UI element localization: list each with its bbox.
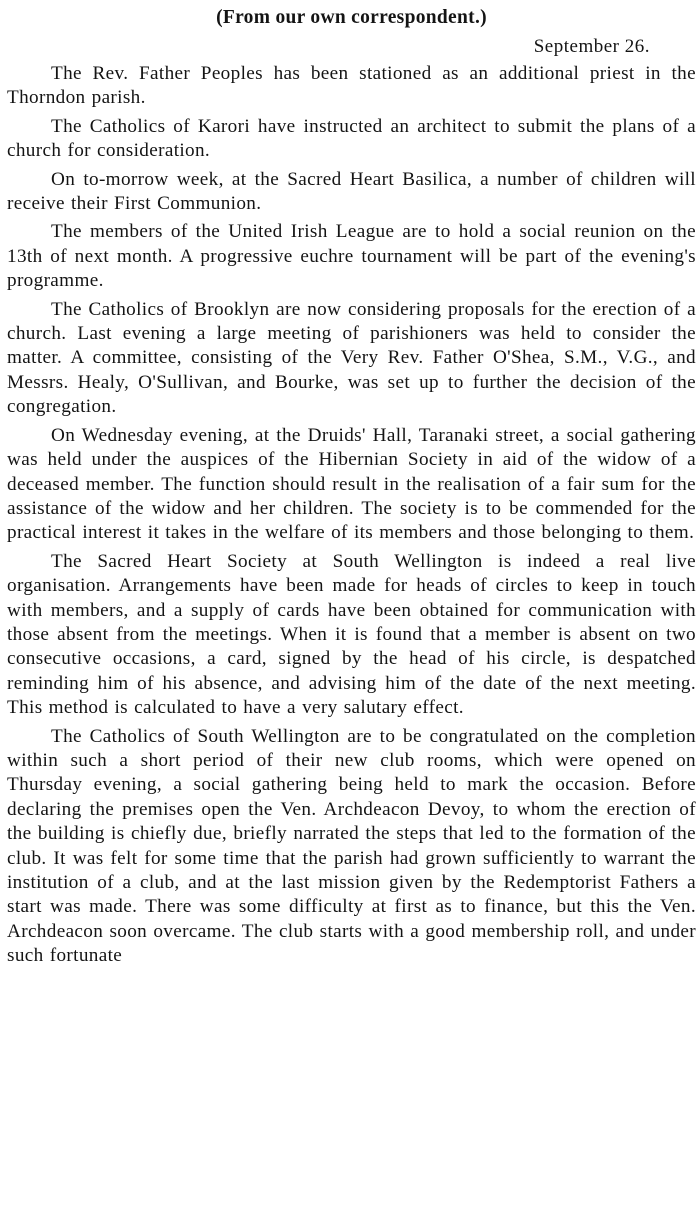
paragraph-sacred-heart-society: The Sacred Heart Society at South Wellington is indeed a real live organisation. Arrangements have been made for heads of circles to keep in touch with members, and a supply of cards have been obtained for communication with those absent from the meetings. When it is found that a member is absent on two consecutive occasions, a card, signed by the head of his circle, is despatched reminding him of his absence, and advising him of the date of the next meeting. This method is calculated to have a very salutary effect. — [7, 550, 696, 719]
dateline: September 26. — [533, 36, 650, 57]
paragraph-club-rooms: The Catholics of South Wellington are to be congratulated on the completion within such a short period of their new club rooms, which were opened on Thursday evening, a social gathering being held to mark the occasion. Before declaring the premises open the Ven. Archdeacon Devoy, to whom the erection of the building is chiefly due, briefly narrated the steps that led to the formation of the club. It was felt for some time that the parish had grown sufficiently to warrant the institution of a club, and at the last mission given by the Redemptorist Fathers a start was made. There was some difficulty at first as to finance, but this the Ven. Archdeacon soon overcame. The club starts with a good membership roll, and under such fortunate — [7, 725, 696, 967]
paragraph-father-peoples: The Rev. Father Peoples has been stationed as an additional priest in the Thorndon parish. — [7, 63, 696, 109]
paragraph-irish-league: The members of the United Irish League are to hold a social reunion on the 13th of next month. A progressive euchre tournament will be part of the evening's programme. — [7, 221, 696, 292]
paragraph-brooklyn-church: The Catholics of Brooklyn are now considering proposals for the erection of a church. Last evening a large meeting of parishioners was held to consider the matter. A committee, consisting of the Very Rev. Father O'Shea, S.M., V.G., and Messrs. Healy, O'Sullivan, and Bourke, was set up to further the decision of the congregation. — [7, 298, 696, 418]
paragraph-karori-church: The Catholics of Karori have instructed an architect to submit the plans of a church for consideration. — [7, 115, 696, 162]
paragraph-first-communion: On to-morrow week, at the Sacred Heart Basilica, a number of children will receive their First Communion. — [7, 168, 696, 215]
paragraph-hibernian-society: On Wednesday evening, at the Druids' Hall, Taranaki street, a social gathering was held under the auspices of the Hibernian Society in aid of the widow of a deceased member. The function should result in the realisation of a fair sum for the assistance of the widow and her children. The society is to be commended for the practical interest it takes in the welfare of its members and those belonging to them. — [7, 424, 696, 544]
byline: (From our own correspondent.) — [216, 7, 487, 28]
